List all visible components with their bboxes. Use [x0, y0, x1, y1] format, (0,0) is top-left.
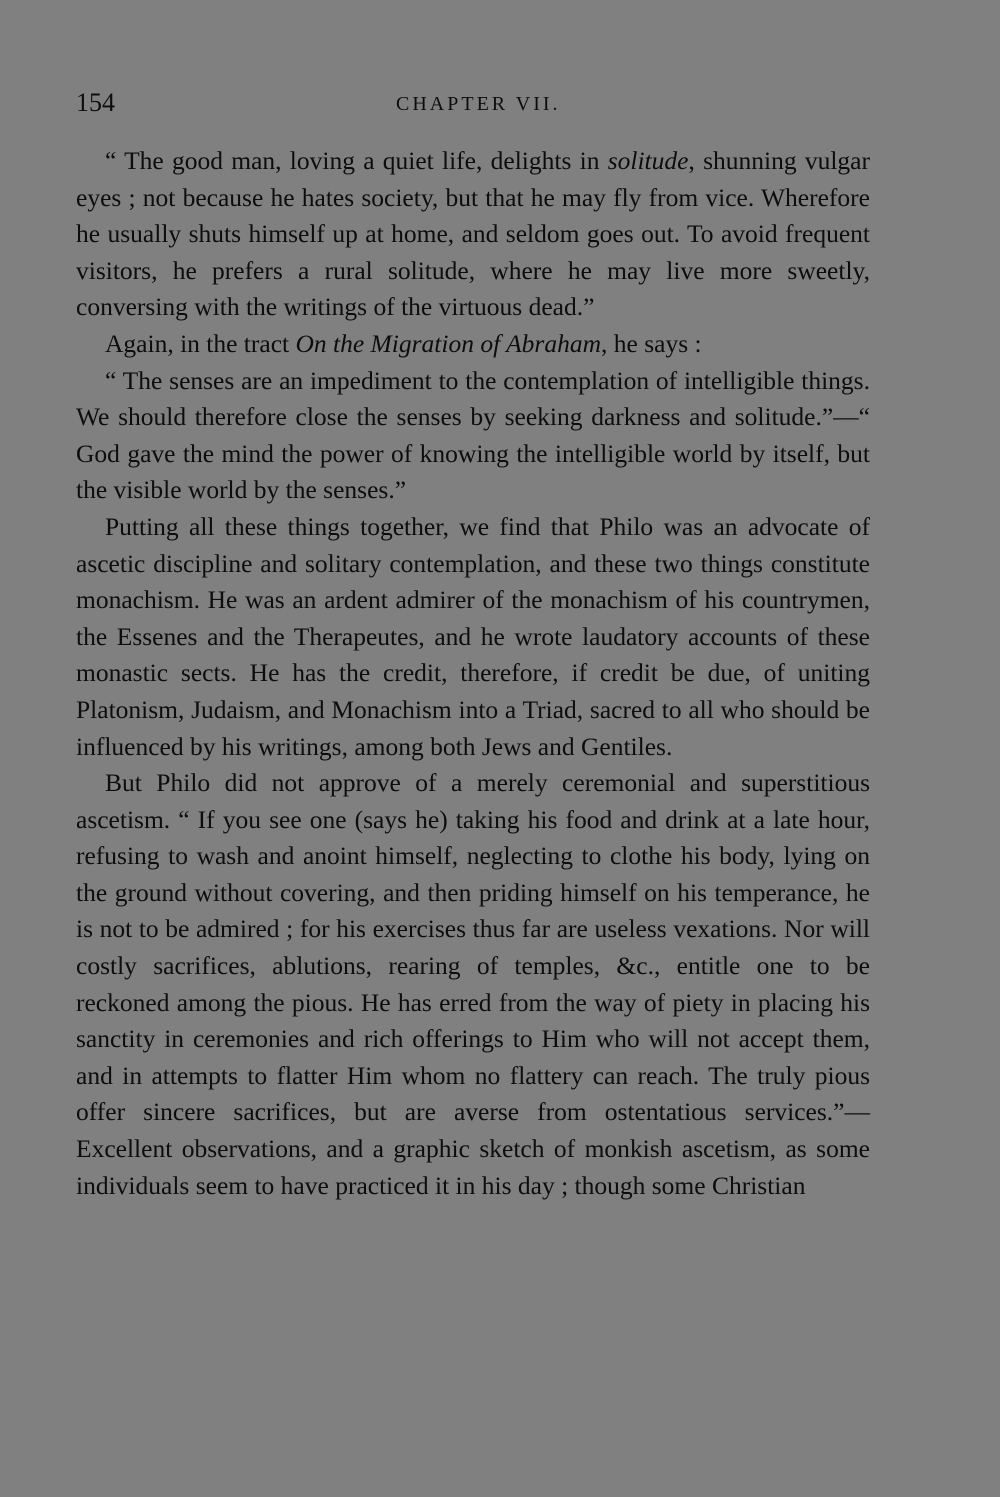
page-header — [76, 86, 870, 120]
paragraph — [76, 765, 870, 1204]
paragraph-text: , shunning vulgar eyes ; not because he hates society, but that he may fly from vice. Wherefore he usually shuts himself up at home, and seldom goes out. To avoid frequent visitors, he prefers a rural solitude, where he may live more sweetly, conversing with the writings of the virtuous dead.” — [76, 146, 870, 322]
paragraph-text: But Philo did not approve of a merely ceremonial and superstitious ascetism. “ If you see one (says he) taking his food and drink at a late hour, refusing to wash and anoint himself, neglecting to clothe his body, lying on the ground without covering, and then priding himself on his temperance, he is not to be admired ; for his exercises thus far are useless vexations. Nor will costly sacrifices, ablutions, rearing of temples, &c., entitle one to be reckoned among the pious. He has erred from the way of piety in placing his sanctity in ceremonies and rich offerings to Him who will not accept them, and in attempts to flatter Him whom no flattery can reach. The truly pious offer sincere sacrifices, but are averse from ostentatious services.”—Excellent observations, and a graphic sketch of monkish ascetism, as some individuals seem to have practiced it in his day ; though some Christian — [76, 768, 870, 1200]
paragraph-text: “ The good man, loving a quiet life, delights in — [105, 146, 608, 175]
paragraph-text: “ The senses are an impediment to the contemplation of intelligible things. We should therefore close the senses by seeking darkness and solitude.”—“ God gave the mind the power of knowing the intelligible world by itself, but the visible world by the senses.” — [76, 365, 870, 505]
running-head: CHAPTER VII. — [396, 93, 561, 115]
paragraph — [76, 143, 870, 326]
paragraph — [76, 326, 870, 363]
paragraph — [76, 363, 870, 509]
paragraph-text: Again, in the tract — [105, 328, 296, 358]
body-text — [76, 143, 870, 1204]
italic-text: solitude — [607, 146, 689, 175]
paragraph — [76, 509, 870, 765]
paragraph-text: Putting all these things together, we find that Philo was an advocate of ascetic discipline and solitary contemplation, and these two things constitute monachism. He was an ardent admirer of the monachism of his countrymen, the Essenes and the Therapeutes, and he wrote laudatory accounts of these monastic sects. He has the credit, therefore, if credit be due, of uniting Platonism, Judaism, and Monachism into a Triad, sacred to all who should be influenced by his writings, among both Jews and Gentiles. — [76, 511, 870, 761]
paragraph-text: , he says : — [601, 328, 702, 358]
page-number: 154 — [76, 88, 115, 117]
italic-text: On the Migration of Abraham — [295, 328, 602, 358]
